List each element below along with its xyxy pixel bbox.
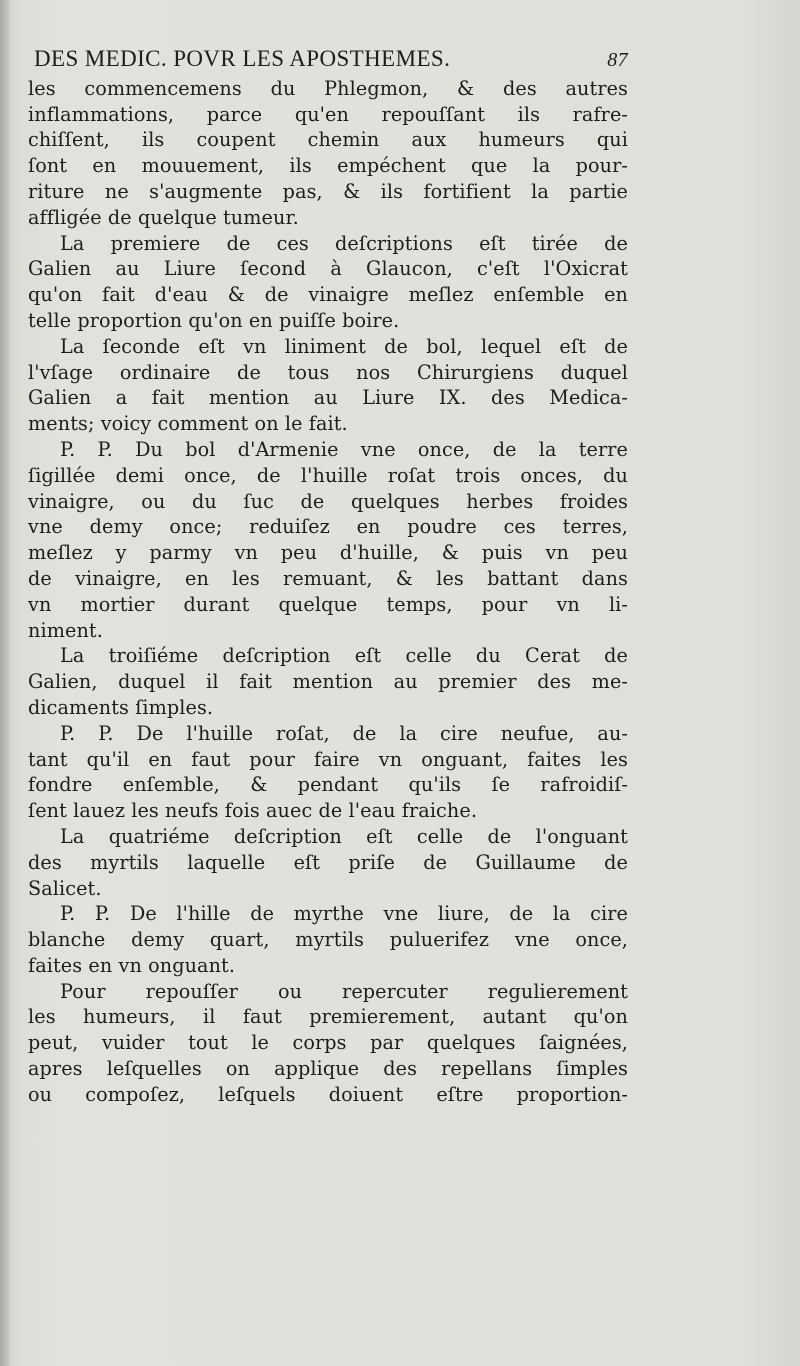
text-line: meſlez y parmy vn peu d'huille, & puis vn peu [28, 541, 628, 565]
text-line: P. P. De l'hille de myrthe vne liure, de la cire [60, 902, 628, 926]
text-line: de vinaigre, en les remuant, & les battant dans [28, 566, 628, 590]
text-line: faites en vn onguant. [28, 953, 236, 977]
text-line: des myrtils laquelle eſt priſe de Guillaume de [28, 850, 628, 874]
text-line: dicaments ſimples. [28, 695, 214, 719]
page-text-block [28, 46, 628, 1108]
body-text [28, 76, 628, 1108]
text-line: P. P. Du bol d'Armenie vne once, de la terre [60, 437, 628, 461]
text-line: tant qu'il en faut pour faire vn onguant, faites les [28, 747, 628, 771]
text-line: vinaigre, ou du ſuc de quelques herbes froides [28, 489, 628, 513]
text-line: Pour repouſſer ou repercuter regulierement [60, 979, 628, 1003]
text-line: La ſeconde eſt vn liniment de bol, lequel eſt de [60, 334, 628, 358]
book-spine-shadow [0, 0, 10, 1366]
text-line: ments; voicy comment on le fait. [28, 412, 348, 436]
text-line: Galien a fait mention au Liure IX. des Medica- [28, 386, 628, 410]
text-line: l'vſage ordinaire de tous nos Chirurgiens duquel [28, 360, 628, 384]
text-line: les commencemens du Phlegmon, & des autres [28, 76, 628, 100]
text-line: riture ne s'augmente pas, & ils fortifient la partie [28, 179, 628, 203]
running-head-title: DES MEDIC. POVR LES APOSTHEMES. [34, 46, 451, 71]
text-line: Galien au Liure ſecond à Glaucon, c'eſt l'Oxicrat [28, 257, 628, 281]
text-line: blanche demy quart, myrtils puluerifez vne once, [28, 928, 628, 952]
text-line: La premiere de ces deſcriptions eſt tirée de [60, 231, 628, 255]
text-line: Salicet. [28, 876, 102, 900]
text-line: inflammations, parce qu'en repouſſant ils rafre- [28, 102, 628, 126]
text-line: fondre enſemble, & pendant qu'ils ſe rafroidiſ- [28, 773, 628, 797]
text-line: vne demy once; reduiſez en poudre ces terres, [28, 515, 628, 539]
text-line: Galien, duquel il fait mention au premier des me- [28, 670, 628, 694]
text-line: peut, vuider tout le corps par quelques ſaignées, [28, 1031, 628, 1055]
text-line: ou compoſez, leſquels doiuent eſtre proportion- [28, 1082, 628, 1106]
text-line: les humeurs, il faut premierement, autant qu'on [28, 1005, 628, 1029]
text-line: niment. [28, 618, 103, 642]
text-line: apres leſquelles on applique des repellans ſimples [28, 1057, 628, 1081]
text-line: affligée de quelque tumeur. [28, 205, 299, 229]
text-line: La troiſiéme deſcription eſt celle du Cerat de [60, 644, 628, 668]
text-line: P. P. De l'huille roſat, de la cire neufue, au- [60, 721, 628, 745]
text-line: ſont en mouuement, ils empéchent que la pour- [28, 154, 628, 178]
text-line: ſigillée demi once, de l'huille roſat trois onces, du [28, 463, 628, 487]
running-head [28, 46, 628, 74]
text-line: chiſſent, ils coupent chemin aux humeurs qui [28, 128, 628, 152]
text-line: ſent lauez les neufs fois auec de l'eau fraiche. [28, 799, 478, 823]
text-line: La quatriéme deſcription eſt celle de l'onguant [60, 824, 628, 848]
page-number: 87 [607, 49, 628, 71]
text-line: qu'on fait d'eau & de vinaigre meſlez enſemble en [28, 283, 628, 307]
text-line: vn mortier durant quelque temps, pour vn li- [28, 592, 628, 616]
text-line: telle proportion qu'on en puiſſe boire. [28, 308, 400, 332]
